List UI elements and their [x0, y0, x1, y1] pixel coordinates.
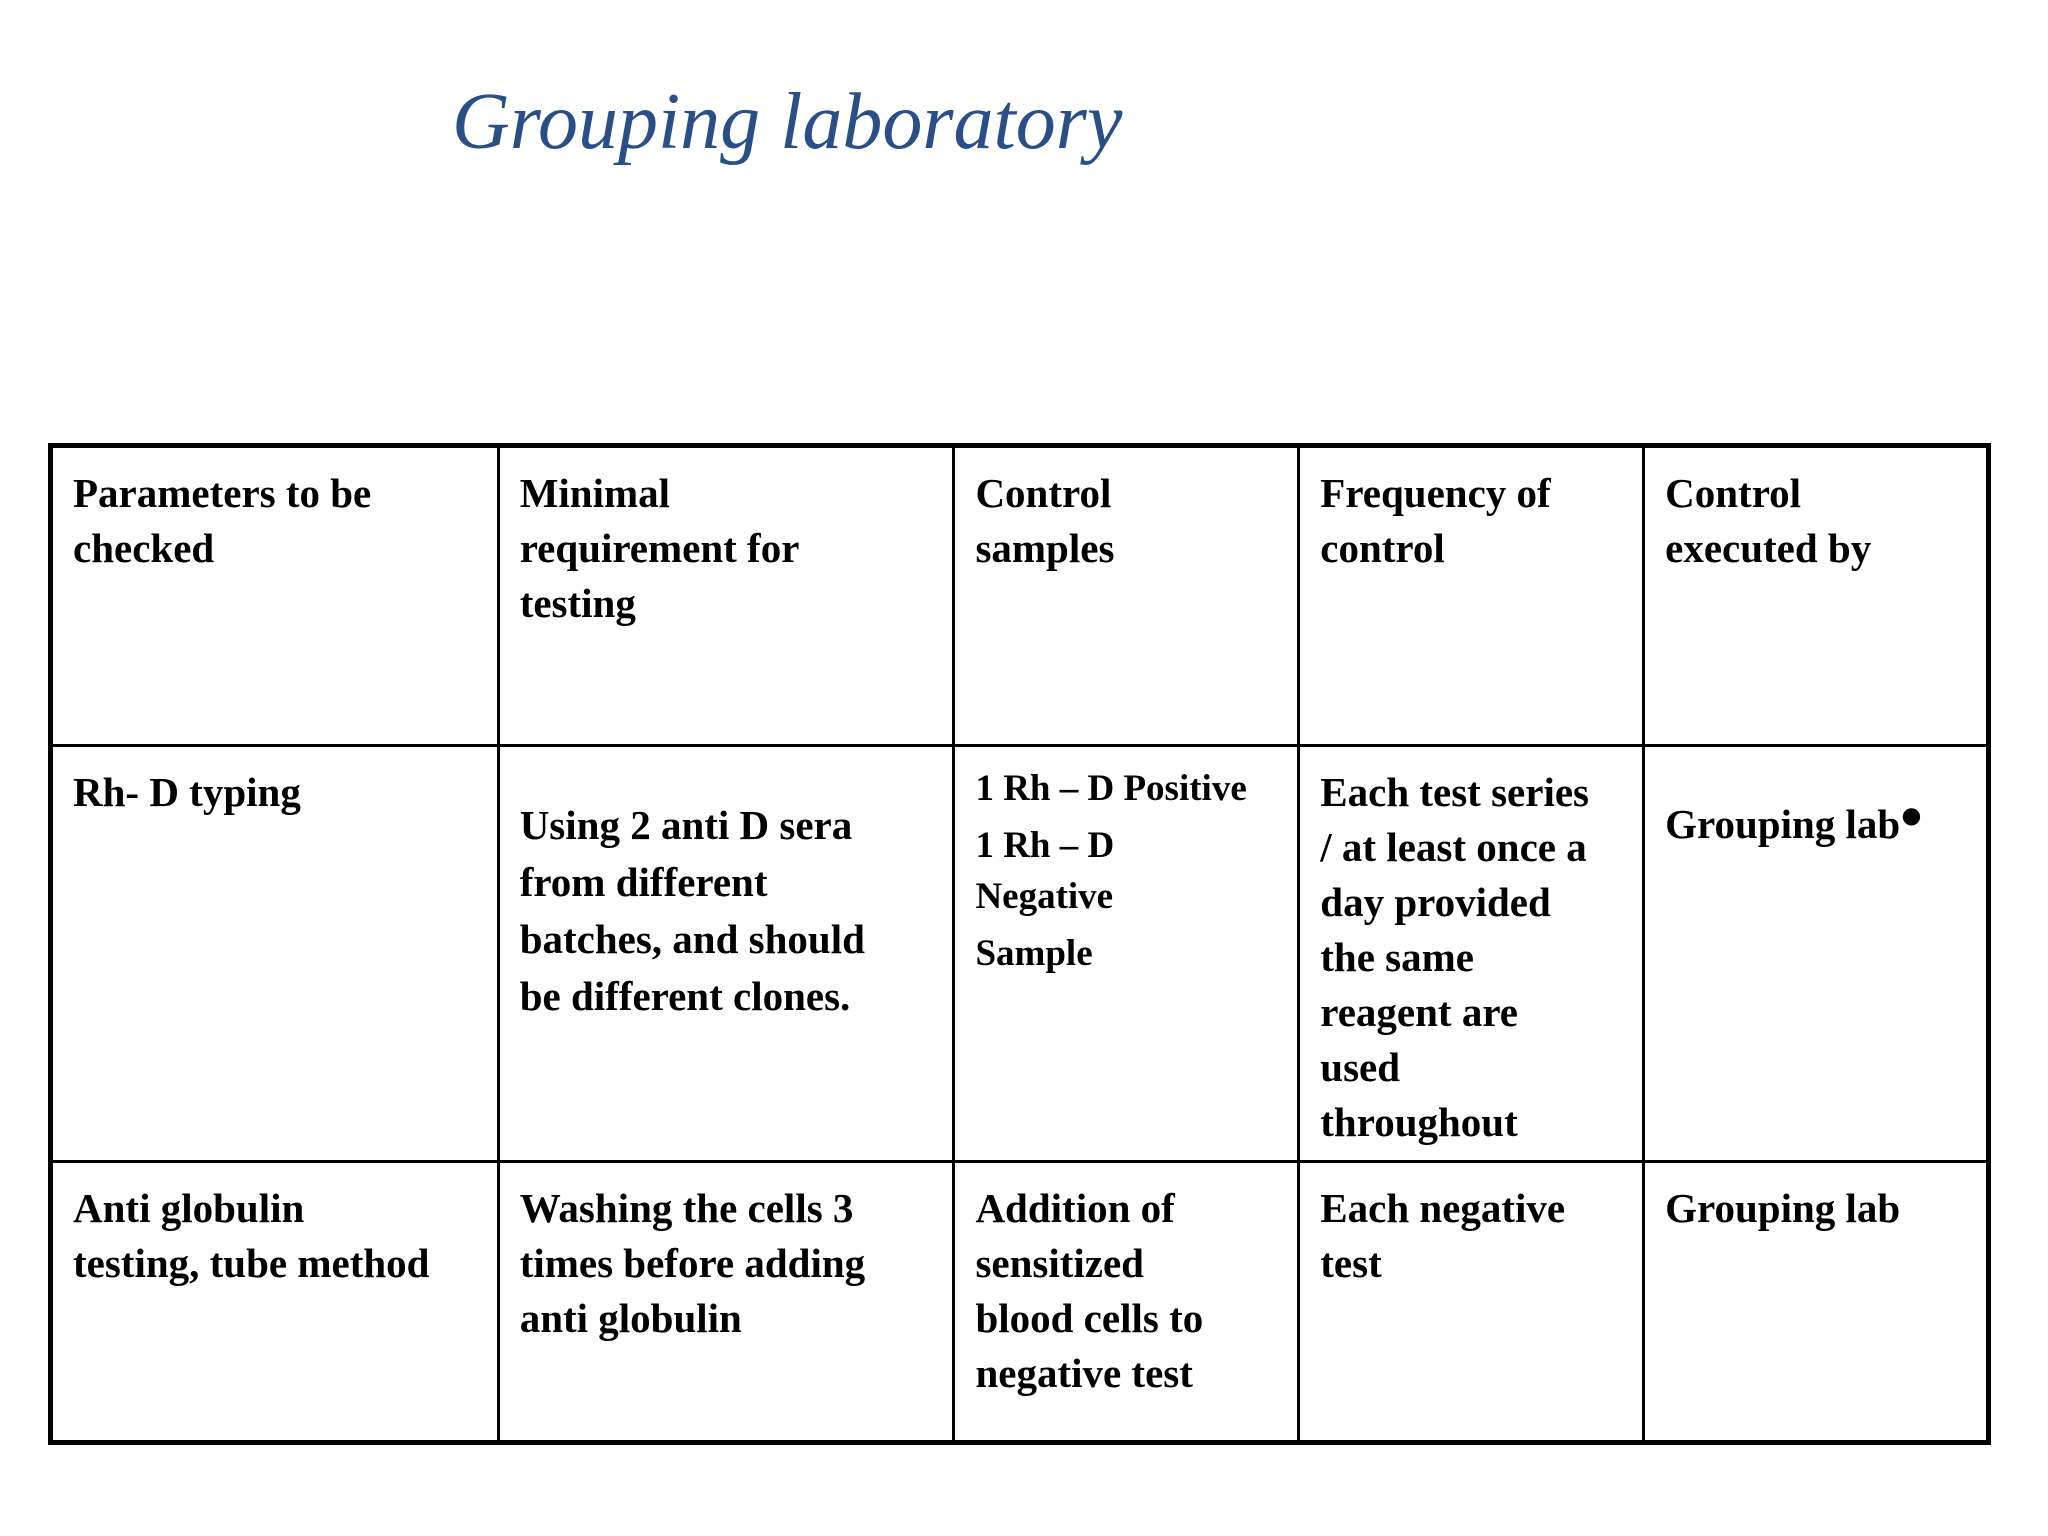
cell-line: Grouping lab	[1665, 1185, 1901, 1231]
page-title: Grouping laboratory	[452, 78, 1123, 166]
cell-line: the same	[1320, 934, 1474, 980]
cell-frequency	[1299, 1162, 1644, 1443]
cell-requirement	[498, 1162, 954, 1443]
cell-line: executed by	[1665, 525, 1872, 571]
cell-line: samples	[975, 525, 1115, 571]
cell-line: Control	[975, 470, 1112, 516]
cell-frequency	[1299, 746, 1644, 1162]
cell-control-samples	[954, 1162, 1299, 1443]
table-row	[51, 1162, 1989, 1443]
header-cell-executed-by	[1644, 446, 1989, 746]
cell-parameter	[51, 1162, 499, 1443]
cell-line: requirement for	[519, 525, 800, 571]
cell-line: be different clones.	[519, 973, 851, 1019]
cell-line	[1665, 781, 1966, 852]
cell-line: Frequency of	[1320, 470, 1551, 516]
cell-line: Using 2 anti D sera	[519, 802, 853, 848]
cell-line: Control	[1665, 470, 1802, 516]
cell-line: test	[1320, 1240, 1382, 1286]
cell-line: day provided	[1320, 879, 1551, 925]
cell-parameter	[51, 746, 499, 1162]
cell-line: reagent are	[1320, 989, 1518, 1035]
cell-line: Each test series	[1320, 769, 1589, 815]
cell-line: Each negative	[1320, 1185, 1566, 1231]
cell-line: Minimal	[519, 470, 671, 516]
cell-line: blood cells to	[975, 1295, 1204, 1341]
cell-executed-by	[1644, 1162, 1989, 1443]
cell-line: / at least once a	[1320, 824, 1587, 870]
cell-executed-by	[1644, 746, 1989, 1162]
cell-line: anti globulin	[519, 1295, 742, 1341]
cell-line: times before adding	[519, 1240, 866, 1286]
cell-line: from different	[519, 859, 768, 905]
cell-line: Washing the cells 3	[519, 1185, 854, 1231]
quality-control-table	[48, 443, 1991, 1445]
cell-control-samples	[954, 746, 1299, 1162]
cell-line: 1 Rh – D	[975, 825, 1115, 866]
cell-line: Negative	[975, 876, 1114, 917]
bullet-mark: •	[1900, 781, 1923, 852]
cell-line: control	[1320, 525, 1445, 571]
header-cell-control-samples	[954, 446, 1299, 746]
cell-line: used	[1320, 1044, 1401, 1090]
executed-by-text: Grouping lab	[1665, 801, 1901, 847]
cell-line: Rh- D typing	[73, 769, 301, 815]
table-header-row	[51, 446, 1989, 746]
cell-line: Anti globulin	[73, 1185, 305, 1231]
cell-line: sensitized	[975, 1240, 1144, 1286]
header-cell-requirement	[498, 446, 954, 746]
cell-line: checked	[73, 525, 215, 571]
cell-line: 1 Rh – D Positive	[975, 768, 1247, 809]
cell-line: Parameters to be	[73, 470, 372, 516]
table-row	[51, 746, 1989, 1162]
cell-line: negative test	[975, 1350, 1193, 1396]
cell-line: Addition of	[975, 1185, 1175, 1231]
cell-line: testing, tube method	[73, 1240, 430, 1286]
header-cell-frequency	[1299, 446, 1644, 746]
cell-line: testing	[519, 580, 636, 626]
cell-line: batches, and should	[519, 916, 865, 962]
cell-line: throughout	[1320, 1099, 1518, 1145]
cell-line: Sample	[975, 933, 1093, 974]
cell-requirement	[498, 746, 954, 1162]
header-cell-parameters	[51, 446, 499, 746]
